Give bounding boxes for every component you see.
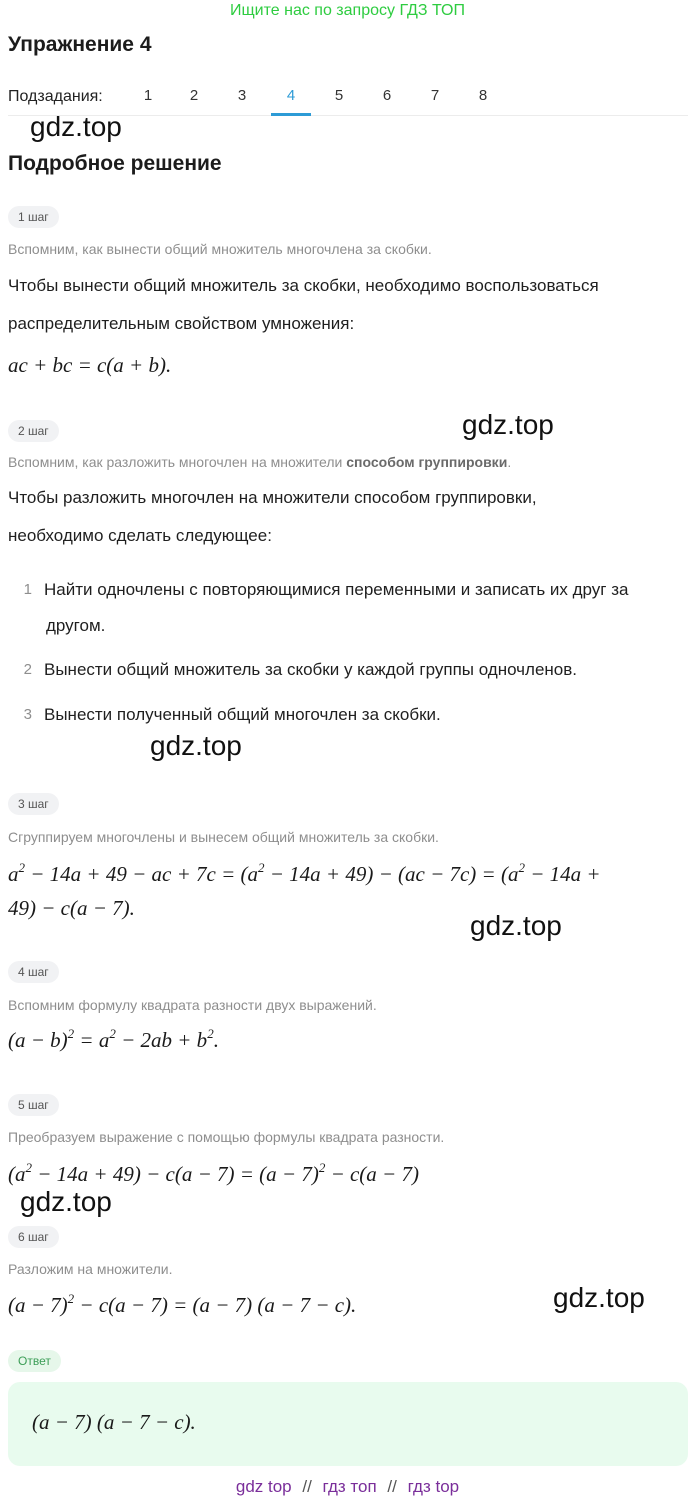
formula: 49) − c(a − 7). <box>8 896 135 920</box>
subtask-tab-7[interactable]: 7 <box>430 87 440 104</box>
subtask-tab-2[interactable]: 2 <box>189 87 199 104</box>
hint-bold: способом группировки <box>346 454 508 470</box>
step-hint: Вспомним формулу квадрата разности двух выражений. <box>8 997 377 1013</box>
subtask-tab-4[interactable]: 4 <box>286 87 296 104</box>
watermark: gdz.top <box>20 1186 112 1217</box>
answer-box <box>8 1382 688 1466</box>
footer-link[interactable]: гдз top <box>407 1477 460 1496</box>
watermark: gdz.top <box>462 409 554 440</box>
formula: $(a - 7)^2 - c(a - 7) = (a - 7)$ (a − 7 − c). <box>8 1291 357 1317</box>
step-badge: 5 шаг <box>8 1094 59 1116</box>
formula: $a^2 - 14a + 49$ − ac + $7c = (a^2 - 14a + 49) - (ac - 7c) = (a^2 - 14a$ + <box>8 860 601 886</box>
step-hint: Сгруппируем многочлены и вынесем общий множитель за скобки. <box>8 829 439 845</box>
step-badge: 4 шаг <box>8 961 59 983</box>
hint-text: Вспомним, как разложить многочлен на множители <box>8 454 347 470</box>
section-title: Подробное решение <box>8 152 222 175</box>
subtask-tab-1[interactable]: 1 <box>143 87 153 104</box>
list-number: 2 <box>23 661 32 678</box>
formula: ac + bc = c(a + b). <box>8 353 172 377</box>
footer-link[interactable]: гдз топ <box>322 1477 377 1496</box>
watermark: gdz.top <box>470 910 562 941</box>
hint-text: . <box>507 454 512 470</box>
watermark: gdz.top <box>553 1282 645 1313</box>
active-tab-underline <box>271 113 311 116</box>
step-text: необходимо сделать следующее: <box>8 526 272 545</box>
footer-separator: // <box>387 1477 397 1496</box>
list-number: 1 <box>23 581 32 598</box>
formula: $(a^2 - 14a + 49) - c(a - 7) = (a - 7)^2 - c(a - 7)$ <box>8 1160 419 1186</box>
answer-formula: (a − 7) (a − 7 − c). <box>32 1410 196 1434</box>
step-text: распределительным свойством умножения: <box>8 314 355 333</box>
list-text: Найти одночлены с повторяющимися переменными и записать их друг за <box>44 580 629 599</box>
list-text: Вынести общий множитель за скобки у каждой группы одночленов. <box>44 660 578 679</box>
subtask-tab-6[interactable]: 6 <box>382 87 392 104</box>
step-hint: Преобразуем выражение с помощью формулы квадрата разности. <box>8 1129 445 1145</box>
step-badge: 3 шаг <box>8 793 59 815</box>
list-text: Вынести полученный общий многочлен за скобки. <box>44 705 441 724</box>
watermark: gdz.top <box>30 111 122 142</box>
subtasks-label: Подзадания: <box>8 88 103 105</box>
footer-link[interactable]: gdz top <box>235 1477 292 1496</box>
step-badge: 1 шаг <box>8 206 59 228</box>
page-title: Упражнение 4 <box>8 33 152 56</box>
step-hint <box>8 454 511 470</box>
step-text: Чтобы вынести общий множитель за скобки, необходимо воспользоваться <box>8 276 599 295</box>
step-hint: Разложим на множители. <box>8 1261 173 1277</box>
step-badge: 2 шаг <box>8 420 59 442</box>
promo-banner[interactable]: Ищите нас по запросу ГДЗ ТОП <box>230 2 465 19</box>
subtask-tab-8[interactable]: 8 <box>478 87 488 104</box>
list-text: другом. <box>46 616 106 635</box>
answer-badge: Ответ <box>8 1350 61 1372</box>
list-number: 3 <box>23 706 32 723</box>
watermark: gdz.top <box>150 730 242 761</box>
step-hint: Вспомним, как вынести общий множитель многочлена за скобки. <box>8 241 432 257</box>
footer-links <box>0 1477 695 1497</box>
subtask-tab-5[interactable]: 5 <box>334 87 344 104</box>
step-badge: 6 шаг <box>8 1226 59 1248</box>
step-text: Чтобы разложить многочлен на множители способом группировки, <box>8 488 537 507</box>
footer-separator: // <box>302 1477 312 1496</box>
subtask-tab-3[interactable]: 3 <box>237 87 247 104</box>
formula: $(a - b)^2 = a^2 - 2ab + b^2$. <box>8 1026 219 1052</box>
